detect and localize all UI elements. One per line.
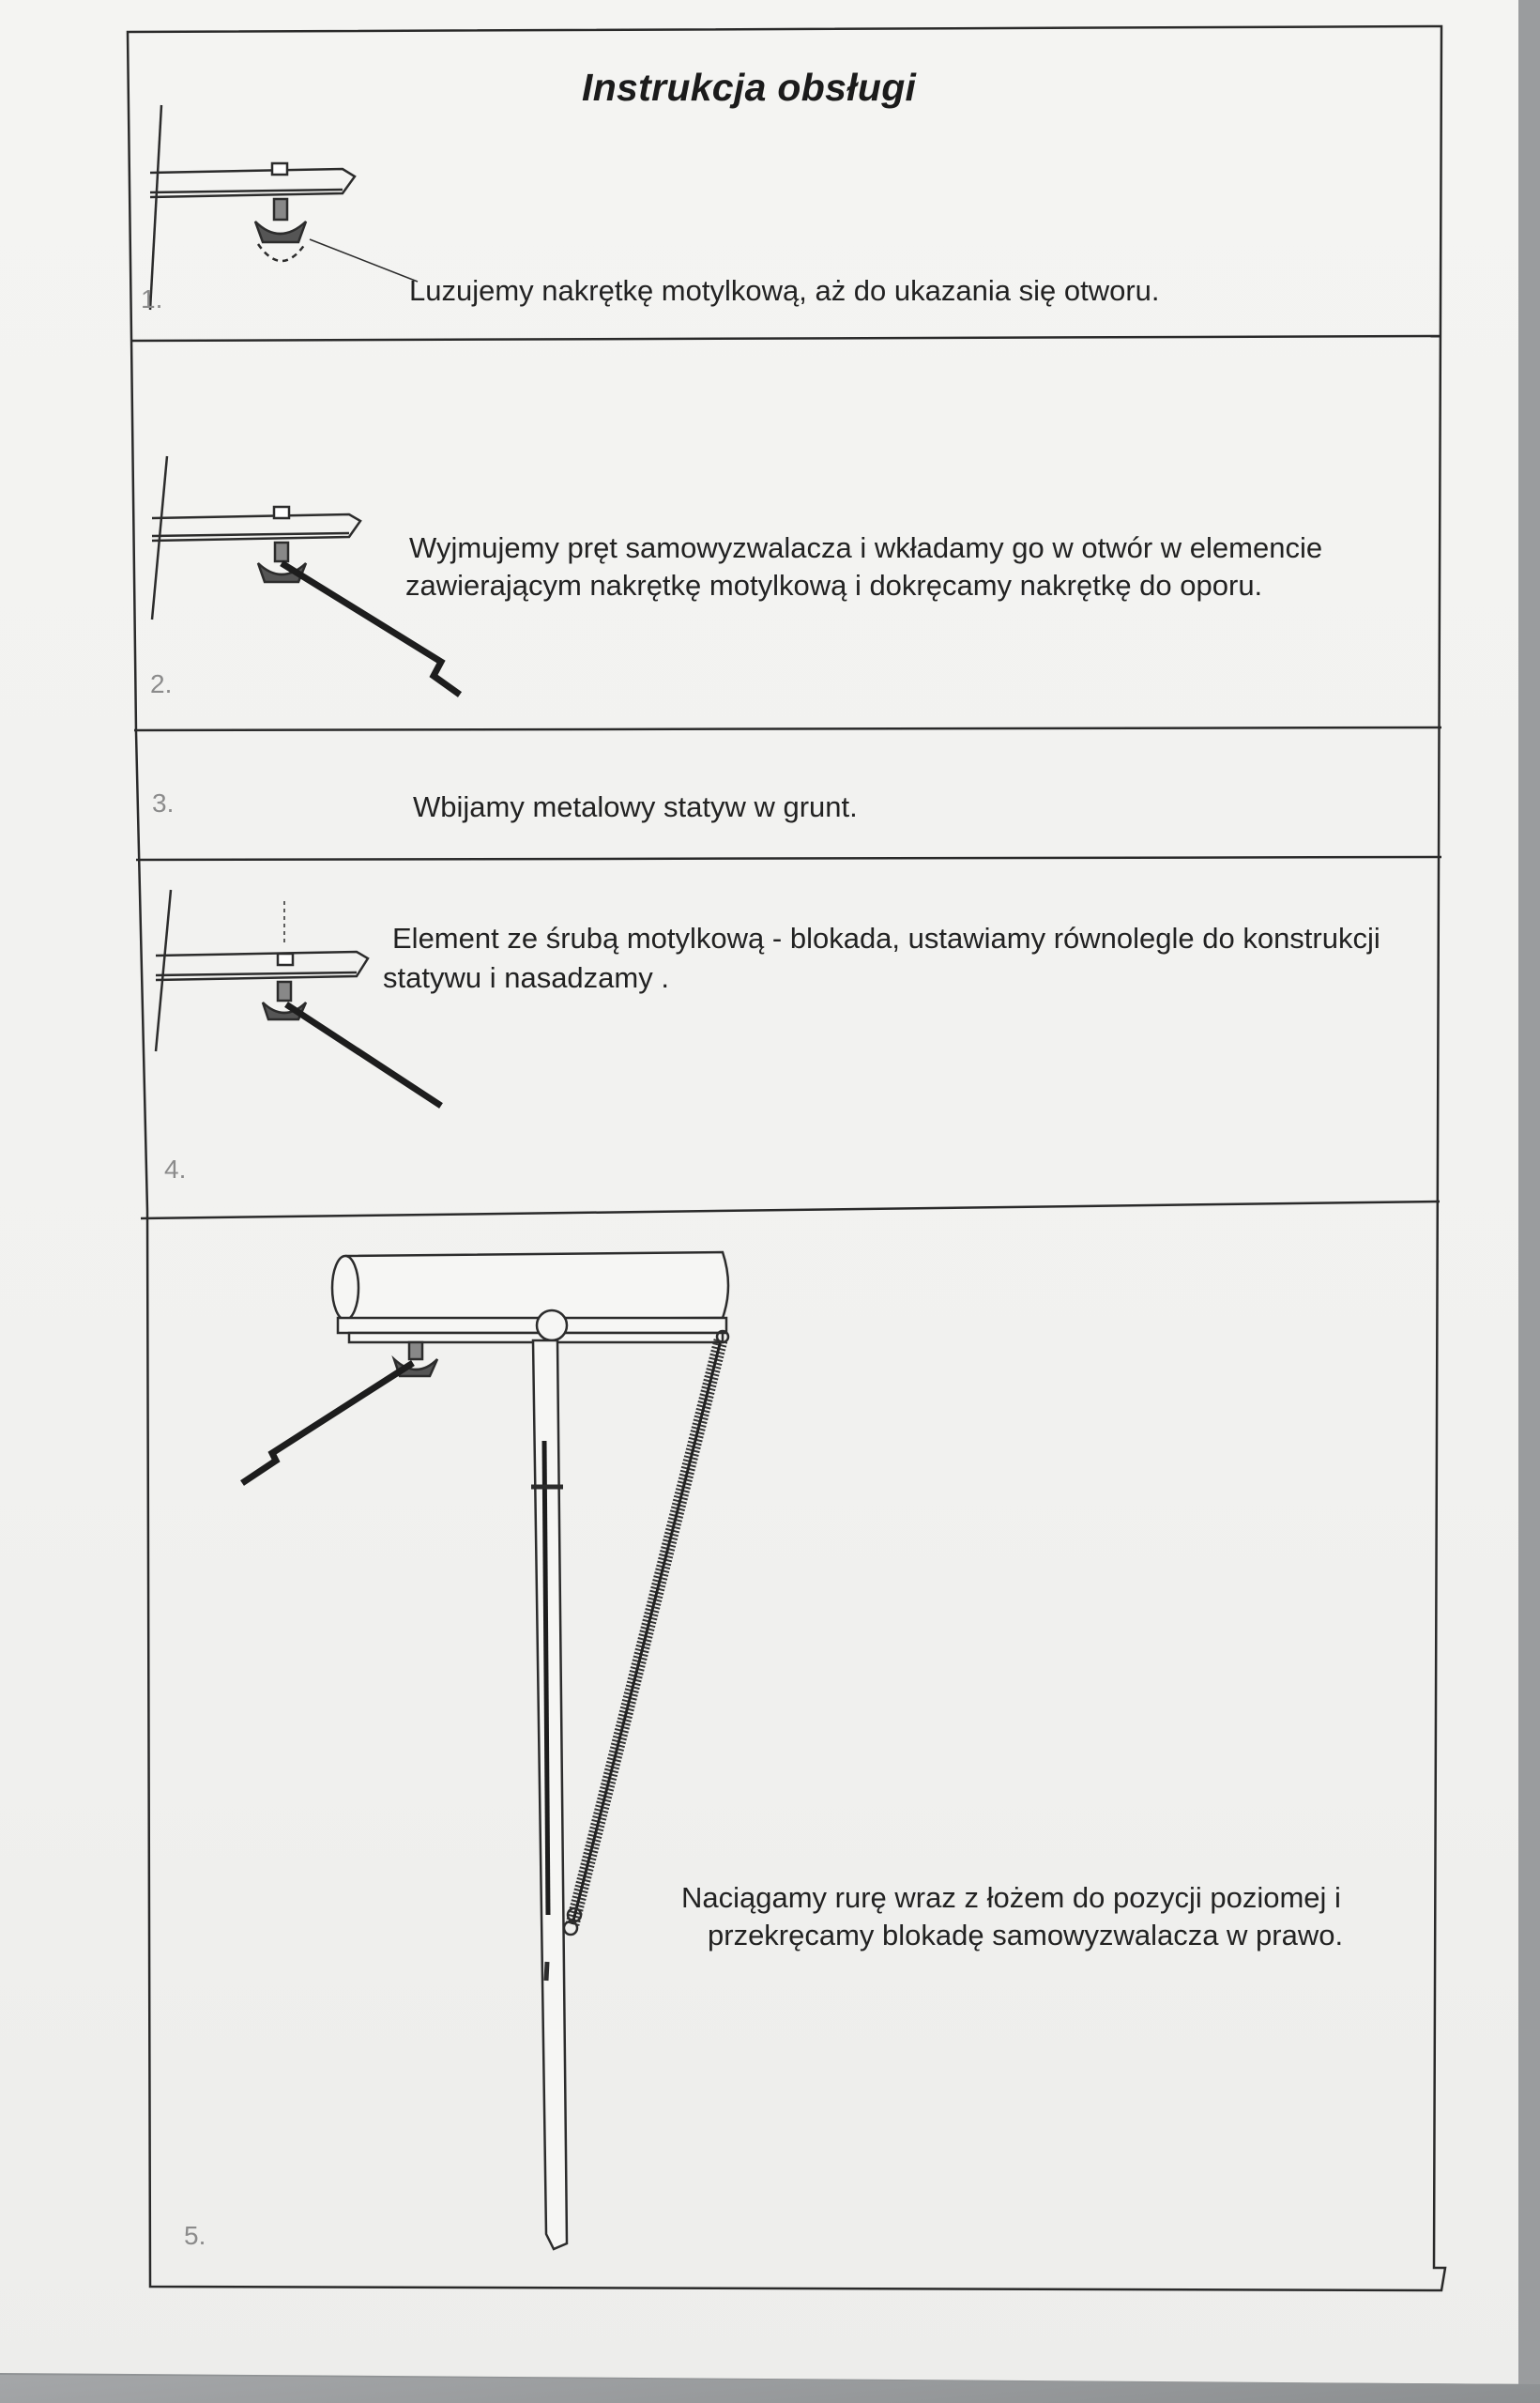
step-2-line-2: zawierającym nakrętkę motylkową i dokręcamy nakrętkę do oporu. (405, 569, 1263, 602)
step-3-number: 3. (152, 788, 175, 818)
step-4-line-1: Element ze śrubą motylkową - blokada, ustawiamy równolegle do konstrukcji (392, 922, 1380, 955)
step-2-number: 2. (150, 669, 173, 698)
step-5-illustration (242, 1252, 728, 2249)
step-2-line-1: Wyjmujemy pręt samowyzwalacza i wkładamy go w otwór w elemencie (409, 531, 1323, 564)
step-5-number: 5. (184, 2221, 206, 2250)
step-1-number: 1. (141, 284, 163, 314)
step-5-line-1: Naciągamy rurę wraz z łożem do pozycji poziomej i (681, 1881, 1341, 1914)
step-4-number: 4. (164, 1155, 187, 1184)
step-1-illustration (150, 105, 418, 310)
step-5-line-2: przekręcamy blokadę samowyzwalacza w prawo. (708, 1919, 1344, 1951)
step-1-text: Luzujemy nakrętkę motylkową, aż do ukazania się otworu. (409, 274, 1160, 307)
document-title: Instrukcja obsługi (582, 66, 917, 109)
step-3-text: Wbijamy metalowy statyw w grunt. (413, 790, 858, 823)
step-4-line-2: statywu i nasadzamy . (383, 961, 669, 994)
